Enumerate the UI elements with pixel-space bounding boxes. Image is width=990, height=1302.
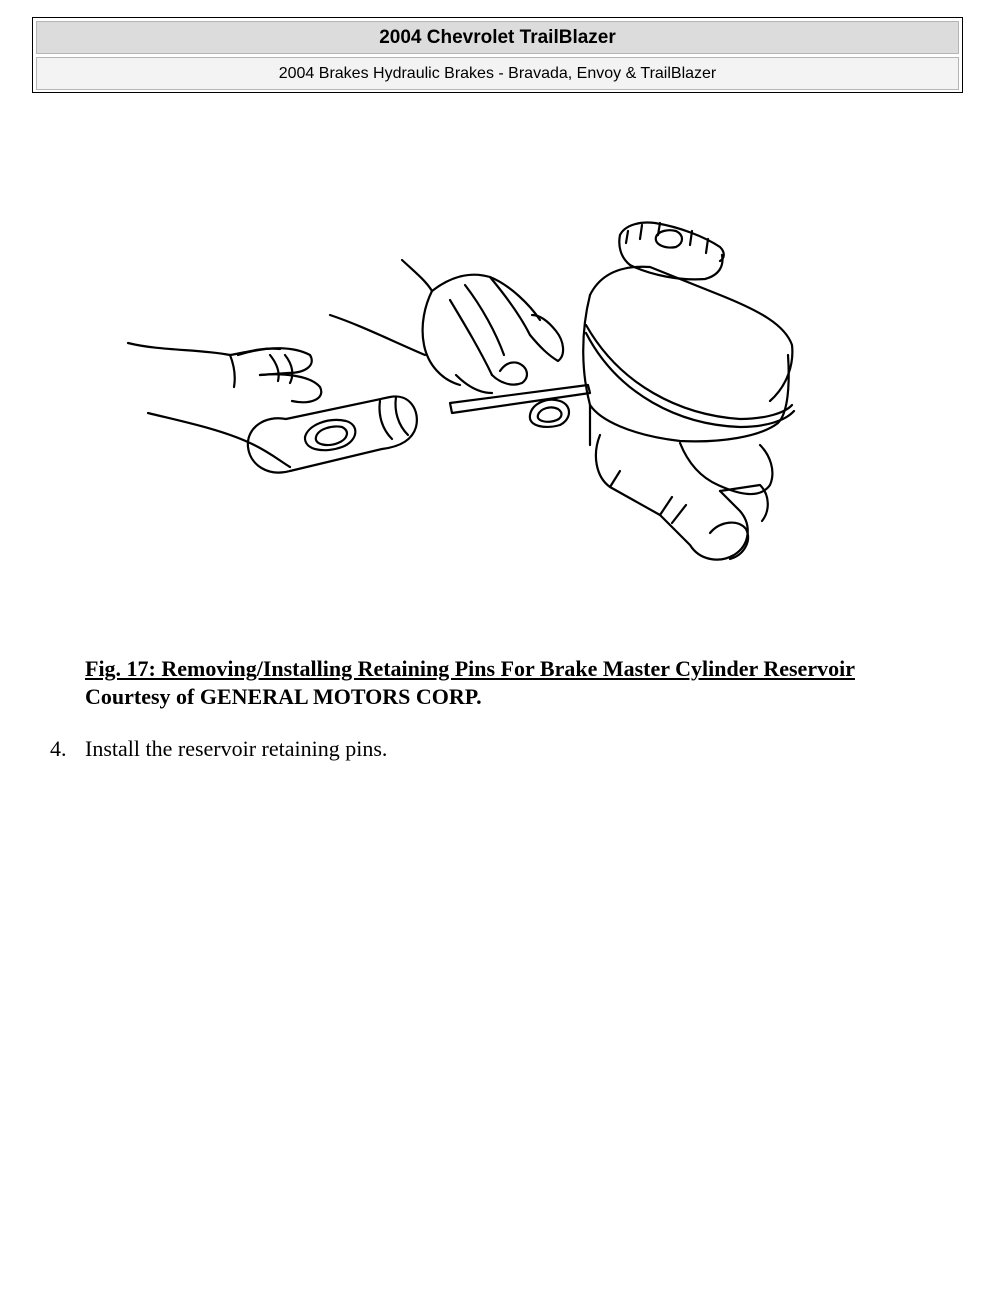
master-cylinder-body-drawing xyxy=(590,405,772,560)
left-hand-drawing xyxy=(128,343,321,467)
reservoir-drawing xyxy=(583,223,794,442)
procedure-steps xyxy=(50,735,950,763)
figure-caption-title: Fig. 17: Removing/Installing Retaining Pins For Brake Master Cylinder Reservoir xyxy=(85,656,855,681)
figure-caption xyxy=(85,655,965,711)
document-title: 2004 Chevrolet TrailBlazer xyxy=(36,21,959,54)
step-text: Install the reservoir retaining pins. xyxy=(85,736,388,761)
document-header xyxy=(32,17,963,93)
retaining-pin-drawing xyxy=(450,385,590,427)
figure-illustration xyxy=(120,215,810,570)
figure-caption-credit: Courtesy of GENERAL MOTORS CORP. xyxy=(85,684,482,709)
step-item xyxy=(50,735,950,763)
document-subtitle: 2004 Brakes Hydraulic Brakes - Bravada, Envoy & TrailBlazer xyxy=(36,57,959,90)
step-number: 4. xyxy=(50,736,67,761)
master-cylinder-illustration xyxy=(120,215,810,570)
right-hand-drawing xyxy=(330,260,563,393)
punch-tool-drawing xyxy=(248,396,417,472)
